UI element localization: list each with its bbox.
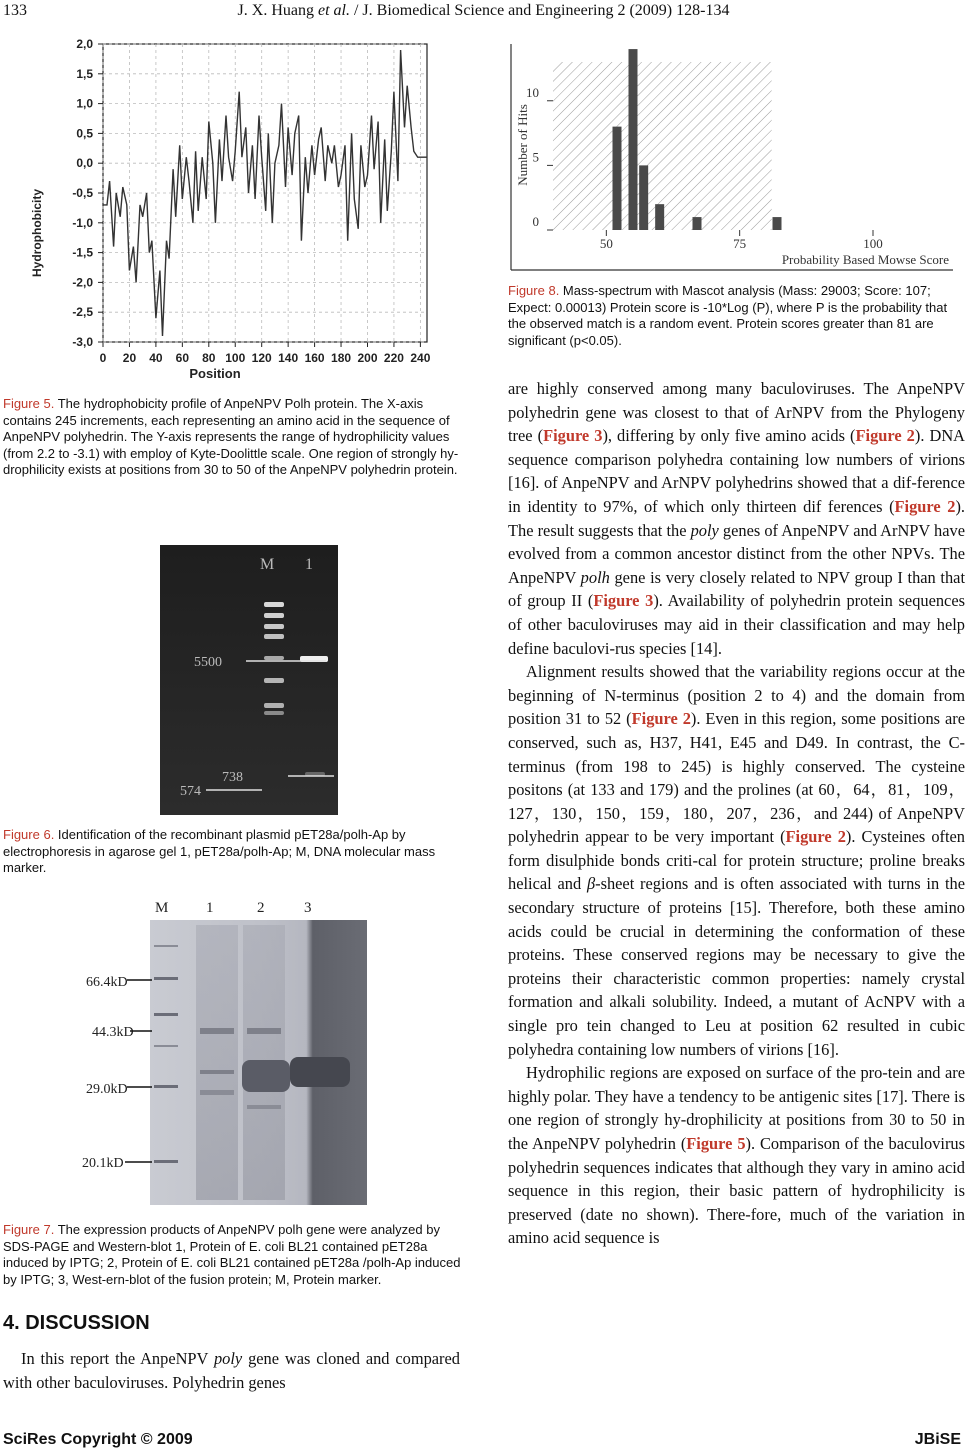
figure-2-link[interactable]: Figure 2 bbox=[894, 496, 956, 516]
page-marker-66kd: 66.4kD bbox=[86, 975, 128, 990]
fig8-x-axis-label: Probability Based Mowse Score bbox=[781, 252, 949, 267]
figure-6-caption: Figure 6. Identification of the recombinant plasmid pET28a/polh-Ap by electrophoresis in agarose gel 1, pET28a/polh-Ap; M, DNA molecular mass marker. bbox=[3, 827, 436, 875]
figure-2-link[interactable]: Figure 2 bbox=[631, 709, 691, 729]
fig5-x-tick-label: 40 bbox=[149, 351, 163, 365]
page-marker-44kd: 44.3kD bbox=[92, 1025, 134, 1040]
fig5-y-tick-label: 2,0 bbox=[76, 37, 93, 51]
fig8-bar bbox=[693, 217, 702, 230]
figure-3-link[interactable]: Figure 3 bbox=[543, 426, 603, 446]
figure-8-caption: Figure 8. Mass-spectrum with Mascot analysis (Mass: 29003; Score: 107; Expect: 0.00013) Protein score is -10*Log (P), where P is the probability that the observed match is a random event. Protein scores greater than 81 are significant (p<0.05). bbox=[508, 283, 948, 348]
fig5-x-tick-label: 240 bbox=[410, 351, 431, 365]
fig5-y-tick-label: 1,0 bbox=[76, 96, 93, 111]
discussion-paragraph: In this report the AnpeNPV poly gene was cloned and compared with other baculoviruses. Polyhedrin genes bbox=[3, 1349, 460, 1392]
figure-8-mascot-histogram bbox=[505, 40, 965, 272]
page-lane-label-1: 1 bbox=[206, 900, 214, 916]
fig5-x-axis-label: Position bbox=[189, 366, 241, 381]
paragraph-alignment: Alignment results showed that the variability regions occur at the beginning of N-terminus (position 2 to 4) and the domain from position 31 to 52 (Figure 2). Even in this region, some positions are conserved, such as, H37, H41, E45 and D49. In contrast, the C-terminus (from 198 to 245) is highly conserved. The cysteine positons (at 133 and 179) and the prolines (at 60，64，81，109，127，130，150，159，180，207，236，and 244) of AnpeNPV polyhedrin appear to be very important (Figure 2). Cysteines often form disulphide bonds criti-cal for protein structure; proline breaks helical and β-sheet regions and is often associated with turns in the secondary structure of proteins [15]. Therefore, both these amino acids could be crucial in determining the conformation of these proteins. These conserved regions may be necessary to give the proteins their characteristic common properties: namely crystal formation and alkali solubility. Indeed, a mutant of AcNPV with a single pro tein changed to Leu at position 62 resulted in cubic polyhedra containing low numbers of virions [16]. bbox=[508, 662, 966, 1059]
fig8-bar bbox=[773, 217, 782, 230]
fig8-y-tick-label: 0 bbox=[532, 214, 539, 229]
fig5-x-tick-label: 80 bbox=[202, 351, 216, 365]
gel-marker-5500: 5500 bbox=[194, 655, 222, 670]
paragraph-conservation: are highly conserved among many baculoviruses. The AnpeNPV polyhedrin gene was closest to that of ArNPV from the Phylogeny tree (Figure 3), differing by only five amino acids (Figure 2). DNA sequence comparison polyhedra containing low numbers of virions [16]. of AnpeNPV and ArNPV polyhedrins showed that a dif-ference in identity to 97%, of which only thirteen dif ferences (Figure 2). The result suggests that the poly genes of AnpeNPV and ArNPV have evolved from a common ancestor distinct from the other NPVs. The AnpeNPV polh gene is very closely related to NPV group I than that of group II (Figure 3). Availability of polyhedrin protein sequences of other baculoviruses may aid in their classification and may help define baculovi-rus species [14]. bbox=[508, 379, 966, 658]
figure-3-link[interactable]: Figure 3 bbox=[593, 591, 654, 611]
fig8-y-axis-label: Number of Hits bbox=[515, 104, 530, 186]
page-lane-label-2: 2 bbox=[257, 900, 265, 916]
fig5-x-tick-label: 100 bbox=[225, 351, 246, 365]
page-number: 133 bbox=[3, 2, 27, 19]
fig5-x-tick-label: 120 bbox=[251, 351, 272, 365]
fig5-x-tick-label: 220 bbox=[383, 351, 404, 365]
fig5-y-tick-label: -0,5 bbox=[72, 186, 93, 200]
footer-copyright: SciRes Copyright © 2009 bbox=[3, 1431, 193, 1448]
fig8-y-tick-label: 5 bbox=[532, 149, 539, 165]
gel-lane-label-m: M bbox=[260, 556, 275, 573]
fig5-y-tick-label: 0,5 bbox=[76, 126, 93, 141]
figure-2-link[interactable]: Figure 2 bbox=[785, 827, 846, 847]
figure-5-link[interactable]: Figure 5 bbox=[686, 1134, 746, 1153]
fig8-x-tick-label: 50 bbox=[599, 236, 613, 251]
page-marker-20kd: 20.1kD bbox=[82, 1156, 124, 1171]
figure-5-caption: Figure 5. The hydrophobicity profile of AnpeNPV Polh protein. The X-axis contains 245 increments, each representing an amino acid in the sequence of AnpeNPV polyhedrin. The Y-axis represents the range of hydrophilicity values (from 2.2 to -3.1) with employ of Kyte-Doolittle scale. One region of strongly hy-drophilicity exists at positions from 30 to 50 of the AnpeNPV polyhedrin protein. bbox=[3, 396, 459, 477]
fig5-y-tick-label: 0,0 bbox=[76, 156, 93, 171]
fig8-bar bbox=[639, 165, 648, 230]
page-marker-29kd: 29.0kD bbox=[86, 1082, 128, 1097]
fig8-bar bbox=[613, 127, 622, 230]
running-header bbox=[0, 2, 967, 24]
gel-marker-574: 574 bbox=[180, 784, 201, 799]
fig8-x-tick-label: 75 bbox=[733, 236, 747, 251]
fig5-x-tick-label: 140 bbox=[278, 351, 299, 365]
running-title: J. X. Huang et al. / J. Biomedical Science and Engineering 2 (2009) 128-134 bbox=[237, 2, 730, 19]
figure-7-caption: Figure 7. The expression products of AnpeNPV polh gene were analyzed by SDS-PAGE and Western-blot 1, Protein of E. coli BL21 contained pET28a induced by IPTG; 2, Protein of E. coli BL21 contained pET28a /polh-Ap induced by IPTG; 3, West-ern-blot of the fusion protein; M, Protein marker. bbox=[3, 1222, 461, 1287]
section-heading-discussion: 4. DISCUSSION bbox=[3, 1312, 150, 1334]
fig5-y-tick-label: -2,0 bbox=[72, 275, 93, 290]
figure-2-link[interactable]: Figure 2 bbox=[855, 426, 915, 446]
figure-7-sds-page-image bbox=[80, 895, 370, 1205]
fig5-y-tick-label: 1,5 bbox=[76, 66, 93, 81]
paragraph-hydrophilic: Hydrophilic regions are exposed on surface of the pro-tein and are highly polar. They have a tendency to be antigenic sites [17]. There is one region of strongly hy-drophilicity at positions from 30 to 50 in the AnpeNPV polyhedrin (Figure 5). Comparison of the baculovirus polyhedrin sequences indicates that although they vary in amino acid sequence in this region, their basic pattern of hydrophilicity is preserved (date no shown). There-fore, much of the variation in amino acid sequence is bbox=[508, 1063, 965, 1248]
fig8-bar bbox=[655, 204, 664, 230]
fig5-y-tick-label: -2,5 bbox=[72, 305, 93, 320]
page-footer bbox=[0, 1428, 967, 1454]
page-lane-label-3: 3 bbox=[304, 900, 312, 916]
fig5-x-tick-label: 200 bbox=[357, 351, 378, 365]
figure-5-hydrophobicity-chart bbox=[0, 36, 470, 388]
gel-lane-label-1: 1 bbox=[305, 556, 313, 573]
fig8-bar bbox=[629, 49, 638, 230]
fig8-x-tick-label: 100 bbox=[863, 236, 883, 251]
right-column-text bbox=[508, 377, 965, 1250]
fig5-x-tick-label: 20 bbox=[122, 351, 137, 365]
fig5-x-tick-label: 60 bbox=[175, 351, 190, 365]
fig5-y-tick-label: -1,0 bbox=[72, 215, 93, 230]
gel-marker-738: 738 bbox=[222, 770, 243, 785]
fig5-y-axis-label: Hydrophobicity bbox=[30, 188, 44, 278]
page-lane-label-m: M bbox=[155, 900, 169, 916]
fig5-y-tick-label: -3,0 bbox=[72, 335, 93, 349]
fig8-y-tick-label: 10 bbox=[526, 84, 539, 100]
fig5-y-tick-label: -1,5 bbox=[72, 245, 93, 260]
fig5-x-tick-label: 0 bbox=[99, 351, 107, 365]
figure-6-gel-image bbox=[160, 545, 338, 815]
fig5-x-tick-label: 160 bbox=[304, 351, 325, 365]
fig5-x-tick-label: 180 bbox=[331, 351, 352, 365]
footer-journal: JBiSE bbox=[914, 1431, 961, 1448]
